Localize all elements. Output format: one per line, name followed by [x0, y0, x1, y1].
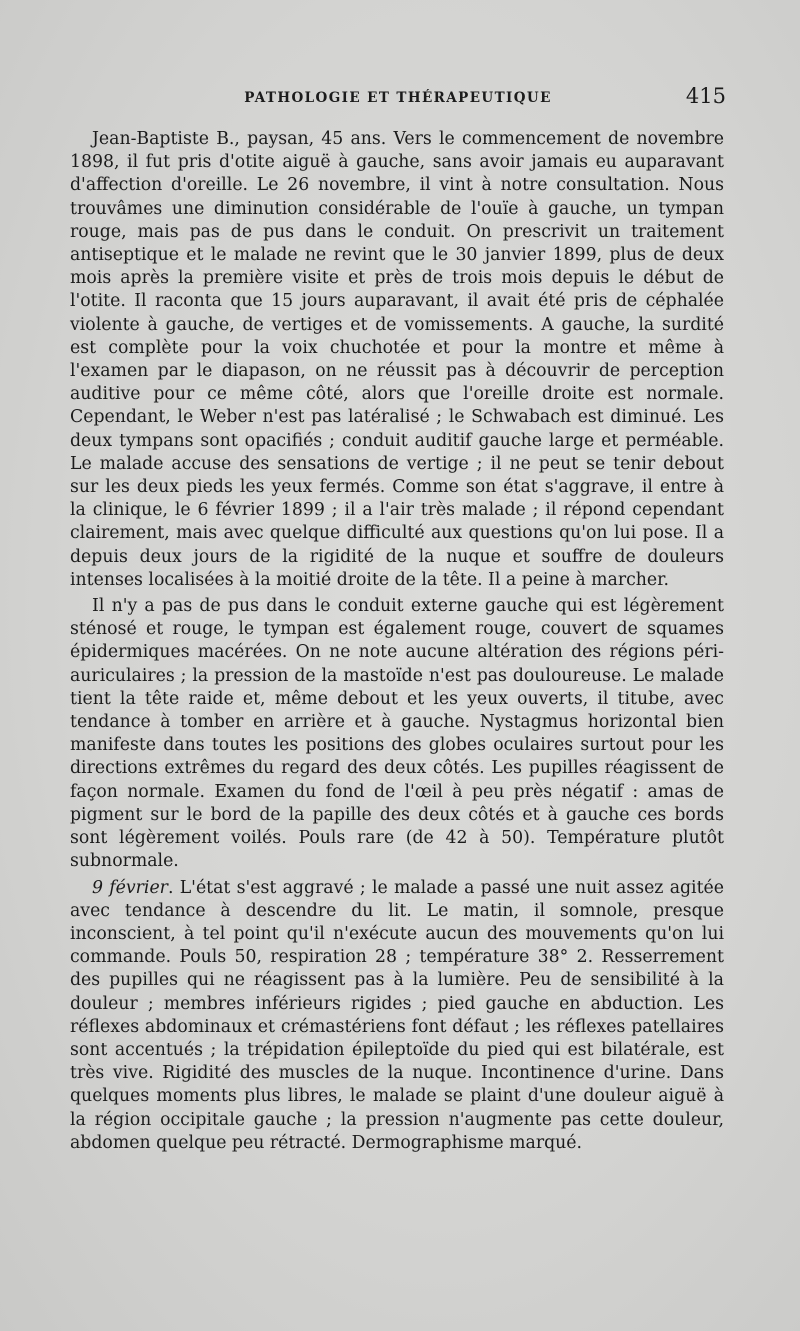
page-number: 415	[685, 84, 726, 108]
paragraph-case-history: Jean-Baptiste B., paysan, 45 ans. Vers le commencement de novembre 1898, il fut pris d'otite aiguë à gauche, sans avoir jamais eu auparavant d'affection d'oreille. Le 26 novembre, il vint à notre consultation. Nous trouvâmes une diminution considérable de l'ouïe à gauche, un tympan rouge, mais pas de pus dans le conduit. On prescrivit un traitement antiseptique et le malade ne revint que le 30 janvier 1899, plus de deux mois après la première visite et près de trois mois depuis le début de l'otite. Il raconta que 15 jours auparavant, il avait été pris de céphalée violente à gauche, de vertiges et de vomissements. A gauche, la surdité est complète pour la voix chuchotée et pour la montre et même à l'examen par le diapason, on ne réussit pas à découvrir de perception auditive pour ce même côté, alors que l'oreille droite est normale. Cependant, le Weber n'est pas latéralisé ; le Schwabach est diminué. Les deux tympans sont opacifiés ; conduit auditif gauche large et perméable. Le malade accuse des sensations de vertige ; il ne peut se tenir debout sur les deux pieds les yeux fermés. Comme son état s'aggrave, il entre à la clinique, le 6 février 1899 ; il a l'air très malade ; il répond cependant clairement, mais avec quelque difficulté aux questions qu'on lui pose. Il a depuis deux jours de la rigidité de la nuque et souffre de douleurs intenses localisées à la moitié droite de la tête. Il a peine à marcher.	[70, 129, 724, 590]
body-text	[70, 128, 724, 1155]
running-head	[70, 84, 726, 116]
running-title: PATHOLOGIE ET THÉRAPEUTIQUE	[244, 90, 552, 106]
paragraph-february-9	[70, 877, 724, 1155]
paragraph-examination: Il n'y a pas de pus dans le conduit externe gauche qui est légèrement sténosé et rouge, le tympan est également rouge, couvert de squames épidermiques macérées. On ne note aucune altération des régions péri-auriculaires ; la pression de la mastoïde n'est pas douloureuse. Le malade tient la tête raide et, même debout et les yeux ouverts, il titube, avec tendance à tomber en arrière et à gauche. Nystagmus horizontal bien manifeste dans toutes les positions des globes oculaires surtout pour les directions extrêmes du regard des deux côtés. Les pupilles réagissent de façon normale. Examen du fond de l'œil à peu près négatif : amas de pigment sur le bord de la papille des deux côtés et à gauche ces bords sont légèrement voilés. Pouls rare (de 42 à 50). Température plutôt subnormale.	[70, 596, 724, 872]
paragraph-text: . L'état s'est aggravé ; le malade a passé une nuit assez agitée avec tendance à descendre du lit. Le matin, il somnole, presque inconscient, à tel point qu'il n'exécute aucun des mouvements qu'on lui commande. Pouls 50, respiration 28 ; température 38° 2. Resserrement des pupilles qui ne réagissent pas à la lumière. Peu de sensibilité à la douleur ; membres inférieurs rigides ; pied gauche en abduction. Les réflexes abdominaux et crémastériens font défaut ; les réflexes patellaires sont accentués ; la trépidation épileptoïde du pied qui est bilatérale, est très vive. Rigidité des muscles de la nuque. Incontinence d'urine. Dans quelques moments plus libres, le malade se plaint d'une douleur aiguë à la région occipitale gauche ; la pression n'augmente pas cette douleur, abdomen quelque peu rétracté. Dermographisme marqué.	[70, 877, 724, 1153]
date-label: 9 février	[92, 877, 168, 898]
